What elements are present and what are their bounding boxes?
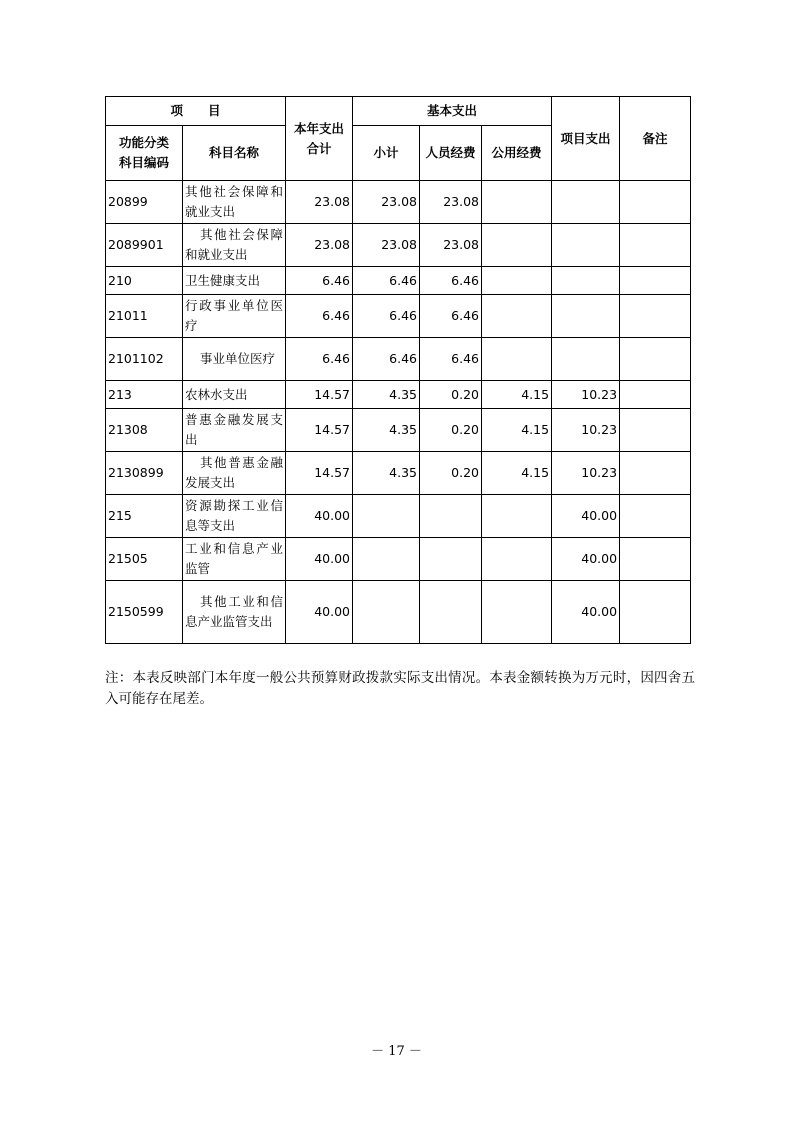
header-total (286, 97, 353, 181)
cell-total: 6.46 (286, 338, 353, 381)
cell-subtotal: 23.08 (353, 224, 420, 267)
cell-subtotal: 6.46 (353, 338, 420, 381)
header-project: 项目支出 (552, 97, 620, 181)
cell-public: 4.15 (482, 409, 552, 452)
cell-public (482, 581, 552, 644)
header-public: 公用经费 (482, 126, 552, 181)
cell-project: 40.00 (552, 495, 620, 538)
cell-total: 6.46 (286, 295, 353, 338)
header-total-line-1: 本年支出 (294, 120, 345, 136)
page-number: － 17 － (371, 1044, 422, 1059)
header-total-line-2: 合计 (306, 140, 332, 156)
cell-personnel: 6.46 (420, 267, 482, 295)
cell-name: 资源勘探工业信息等支出 (183, 495, 286, 538)
table-row (106, 495, 691, 538)
cell-personnel: 23.08 (420, 224, 482, 267)
cell-personnel (420, 495, 482, 538)
cell-public: 4.15 (482, 452, 552, 495)
cell-remark (620, 495, 691, 538)
cell-code: 21011 (106, 295, 183, 338)
cell-code: 21505 (106, 538, 183, 581)
cell-name: 事业单位医疗 (183, 338, 286, 381)
cell-remark (620, 452, 691, 495)
cell-subtotal: 4.35 (353, 409, 420, 452)
table-row (106, 224, 691, 267)
cell-remark (620, 581, 691, 644)
table-row (106, 338, 691, 381)
cell-subtotal (353, 538, 420, 581)
cell-personnel: 0.20 (420, 381, 482, 409)
cell-name: 工业和信息产业监管 (183, 538, 286, 581)
cell-name: 其他普惠金融发展支出 (183, 452, 286, 495)
cell-remark (620, 538, 691, 581)
cell-public (482, 224, 552, 267)
cell-personnel: 6.46 (420, 338, 482, 381)
header-item: 项 目 (106, 97, 286, 126)
table-row (106, 452, 691, 495)
cell-total: 23.08 (286, 181, 353, 224)
table-row (106, 381, 691, 409)
cell-remark (620, 295, 691, 338)
cell-public: 4.15 (482, 381, 552, 409)
header-name: 科目名称 (183, 126, 286, 181)
cell-remark (620, 224, 691, 267)
cell-subtotal (353, 495, 420, 538)
cell-total: 14.57 (286, 409, 353, 452)
header-code (106, 126, 183, 181)
table-row (106, 409, 691, 452)
cell-code: 2101102 (106, 338, 183, 381)
table-row (106, 181, 691, 224)
cell-remark (620, 409, 691, 452)
header-subtotal: 小计 (353, 126, 420, 181)
cell-code: 2130899 (106, 452, 183, 495)
cell-name: 其他社会保障和就业支出 (183, 224, 286, 267)
cell-total: 6.46 (286, 267, 353, 295)
cell-project (552, 181, 620, 224)
expenditure-table (105, 96, 691, 644)
cell-name: 其他社会保障和就业支出 (183, 181, 286, 224)
cell-subtotal: 23.08 (353, 181, 420, 224)
cell-personnel: 0.20 (420, 409, 482, 452)
cell-project (552, 295, 620, 338)
cell-public (482, 267, 552, 295)
header-personnel: 人员经费 (420, 126, 482, 181)
cell-code: 2150599 (106, 581, 183, 644)
table-row (106, 267, 691, 295)
cell-project: 10.23 (552, 409, 620, 452)
cell-remark (620, 381, 691, 409)
cell-total: 40.00 (286, 495, 353, 538)
cell-project (552, 224, 620, 267)
cell-subtotal: 6.46 (353, 295, 420, 338)
cell-project (552, 267, 620, 295)
table-row (106, 538, 691, 581)
cell-name: 农林水支出 (183, 381, 286, 409)
cell-personnel (420, 581, 482, 644)
cell-total: 14.57 (286, 381, 353, 409)
cell-remark (620, 181, 691, 224)
cell-personnel: 23.08 (420, 181, 482, 224)
cell-code: 213 (106, 381, 183, 409)
table-row (106, 581, 691, 644)
header-remark: 备注 (620, 97, 691, 181)
cell-total: 40.00 (286, 581, 353, 644)
cell-subtotal: 4.35 (353, 381, 420, 409)
cell-public (482, 495, 552, 538)
table-note: 注：本表反映部门本年度一般公共预算财政拨款实际支出情况。本表金额转换为万元时，因四舍五入可能存在尾差。 (105, 670, 695, 707)
header-code-line-2: 科目编码 (118, 155, 169, 170)
cell-code: 2089901 (106, 224, 183, 267)
cell-project: 40.00 (552, 538, 620, 581)
cell-personnel (420, 538, 482, 581)
cell-name: 普惠金融发展支出 (183, 409, 286, 452)
cell-remark (620, 338, 691, 381)
cell-project: 10.23 (552, 452, 620, 495)
table-row (106, 295, 691, 338)
cell-subtotal: 4.35 (353, 452, 420, 495)
cell-code: 21308 (106, 409, 183, 452)
cell-remark (620, 267, 691, 295)
cell-name: 卫生健康支出 (183, 267, 286, 295)
cell-personnel: 6.46 (420, 295, 482, 338)
cell-project (552, 338, 620, 381)
cell-total: 40.00 (286, 538, 353, 581)
cell-code: 215 (106, 495, 183, 538)
header-code-line-1: 功能分类 (118, 135, 169, 150)
cell-public (482, 295, 552, 338)
cell-subtotal (353, 581, 420, 644)
cell-total: 23.08 (286, 224, 353, 267)
cell-name: 行政事业单位医疗 (183, 295, 286, 338)
cell-public (482, 338, 552, 381)
cell-total: 14.57 (286, 452, 353, 495)
cell-name: 其他工业和信息产业监管支出 (183, 581, 286, 644)
cell-code: 20899 (106, 181, 183, 224)
cell-code: 210 (106, 267, 183, 295)
cell-public (482, 181, 552, 224)
cell-subtotal: 6.46 (353, 267, 420, 295)
cell-project: 10.23 (552, 381, 620, 409)
cell-project: 40.00 (552, 581, 620, 644)
header-basic: 基本支出 (353, 97, 552, 126)
cell-personnel: 0.20 (420, 452, 482, 495)
cell-public (482, 538, 552, 581)
